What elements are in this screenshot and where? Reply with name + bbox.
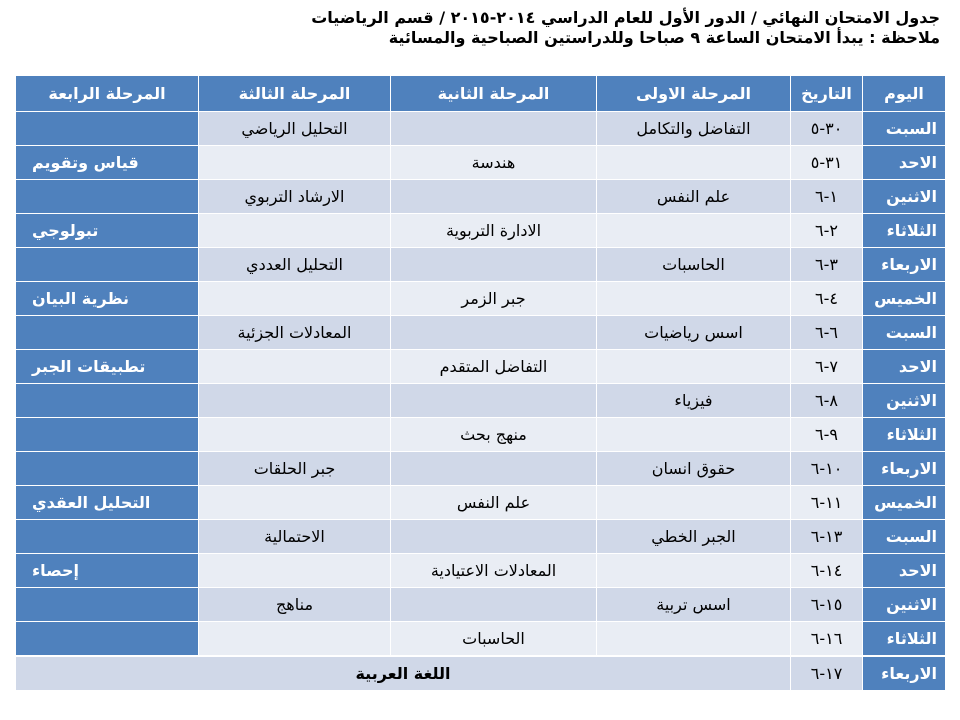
table-row [16, 214, 946, 248]
stage4-cell: نظرية البيان [16, 282, 199, 316]
date-cell: ٣-٦ [791, 248, 863, 282]
table-row [16, 656, 946, 691]
stage3-cell: التحليل الرياضي [199, 112, 391, 146]
stage3-cell [199, 384, 391, 418]
header-stage2: المرحلة الثانية [391, 76, 597, 112]
stage3-cell [199, 214, 391, 248]
table-row [16, 384, 946, 418]
table-row [16, 588, 946, 622]
day-cell: الثلاثاء [863, 214, 946, 248]
header-date: التاريخ [791, 76, 863, 112]
stage3-cell: الارشاد التربوي [199, 180, 391, 214]
day-cell: الثلاثاء [863, 622, 946, 657]
stage2-cell: المعادلات الاعتيادية [391, 554, 597, 588]
date-cell: ٨-٦ [791, 384, 863, 418]
merged-exam-cell: اللغة العربية [16, 656, 791, 691]
stage3-cell [199, 418, 391, 452]
date-cell: ١٤-٦ [791, 554, 863, 588]
table-row [16, 520, 946, 554]
stage1-cell [597, 622, 791, 657]
stage4-cell [16, 248, 199, 282]
date-cell: ٩-٦ [791, 418, 863, 452]
stage4-cell: قياس وتقويم [16, 146, 199, 180]
day-cell: الاربعاء [863, 248, 946, 282]
document-header [20, 8, 940, 48]
table-row [16, 248, 946, 282]
date-cell: ١٦-٦ [791, 622, 863, 657]
stage3-cell [199, 282, 391, 316]
day-cell: الاثنين [863, 384, 946, 418]
stage1-cell: اسس تربية [597, 588, 791, 622]
stage3-cell [199, 486, 391, 520]
exam-schedule-table [15, 75, 946, 691]
stage2-cell [391, 384, 597, 418]
day-cell: الثلاثاء [863, 418, 946, 452]
header-day: اليوم [863, 76, 946, 112]
date-cell: ١٥-٦ [791, 588, 863, 622]
stage1-cell: فيزياء [597, 384, 791, 418]
table-row [16, 622, 946, 657]
stage3-cell: جبر الحلقات [199, 452, 391, 486]
stage2-cell [391, 520, 597, 554]
stage2-cell: منهج بحث [391, 418, 597, 452]
stage4-cell [16, 180, 199, 214]
stage4-cell: تطبيقات الجبر [16, 350, 199, 384]
stage1-cell: حقوق انسان [597, 452, 791, 486]
day-cell: السبت [863, 520, 946, 554]
stage3-cell: المعادلات الجزئية [199, 316, 391, 350]
day-cell: الخميس [863, 486, 946, 520]
day-cell: الاربعاء [863, 656, 946, 691]
stage3-cell: مناهج [199, 588, 391, 622]
table-row [16, 282, 946, 316]
stage3-cell [199, 554, 391, 588]
stage2-cell: التفاضل المتقدم [391, 350, 597, 384]
stage2-cell: هندسة [391, 146, 597, 180]
stage4-cell [16, 622, 199, 657]
stage2-cell [391, 452, 597, 486]
table-row [16, 554, 946, 588]
table-row [16, 452, 946, 486]
stage2-cell [391, 112, 597, 146]
stage4-cell [16, 384, 199, 418]
table-row [16, 112, 946, 146]
date-cell: ٧-٦ [791, 350, 863, 384]
stage1-cell: الجبر الخطي [597, 520, 791, 554]
table-row [16, 180, 946, 214]
day-cell: السبت [863, 316, 946, 350]
stage2-cell: الادارة التربوية [391, 214, 597, 248]
stage4-cell: التحليل العقدي [16, 486, 199, 520]
stage1-cell [597, 282, 791, 316]
stage1-cell: اسس رياضيات [597, 316, 791, 350]
stage1-cell [597, 418, 791, 452]
stage1-cell: علم النفس [597, 180, 791, 214]
day-cell: السبت [863, 112, 946, 146]
stage4-cell: إحصاء [16, 554, 199, 588]
table-row [16, 146, 946, 180]
stage2-cell: جبر الزمر [391, 282, 597, 316]
stage2-cell [391, 248, 597, 282]
table-header-row [16, 76, 946, 112]
stage3-cell [199, 350, 391, 384]
stage1-cell [597, 146, 791, 180]
stage4-cell: تبولوجي [16, 214, 199, 248]
date-cell: ١٠-٦ [791, 452, 863, 486]
stage3-cell [199, 622, 391, 657]
header-stage3: المرحلة الثالثة [199, 76, 391, 112]
table-row [16, 350, 946, 384]
day-cell: الخميس [863, 282, 946, 316]
stage3-cell [199, 146, 391, 180]
table-row [16, 418, 946, 452]
date-cell: ٣٠-٥ [791, 112, 863, 146]
stage4-cell [16, 520, 199, 554]
stage1-cell [597, 214, 791, 248]
date-cell: ٣١-٥ [791, 146, 863, 180]
day-cell: الاثنين [863, 588, 946, 622]
stage1-cell [597, 554, 791, 588]
stage2-cell [391, 588, 597, 622]
header-stage4: المرحلة الرابعة [16, 76, 199, 112]
stage2-cell [391, 180, 597, 214]
stage2-cell: الحاسبات [391, 622, 597, 657]
stage4-cell [16, 316, 199, 350]
day-cell: الاحد [863, 554, 946, 588]
header-stage1: المرحلة الاولى [597, 76, 791, 112]
stage2-cell: علم النفس [391, 486, 597, 520]
schedule-title: جدول الامتحان النهائي / الدور الأول للعام الدراسي ٢٠١٤-٢٠١٥ / قسم الرياضيات [311, 8, 940, 27]
stage4-cell [16, 418, 199, 452]
table-row [16, 486, 946, 520]
date-cell: ١٣-٦ [791, 520, 863, 554]
stage3-cell: الاحتمالية [199, 520, 391, 554]
stage3-cell: التحليل العددي [199, 248, 391, 282]
day-cell: الاثنين [863, 180, 946, 214]
date-cell: ٢-٦ [791, 214, 863, 248]
stage4-cell [16, 112, 199, 146]
date-cell: ١١-٦ [791, 486, 863, 520]
day-cell: الاحد [863, 350, 946, 384]
date-cell: ٤-٦ [791, 282, 863, 316]
date-cell: ٦-٦ [791, 316, 863, 350]
stage1-cell [597, 350, 791, 384]
stage1-cell: الحاسبات [597, 248, 791, 282]
date-cell: ١-٦ [791, 180, 863, 214]
day-cell: الاحد [863, 146, 946, 180]
table-row [16, 316, 946, 350]
date-cell: ١٧-٦ [791, 656, 863, 691]
stage4-cell [16, 588, 199, 622]
stage1-cell: التفاضل والتكامل [597, 112, 791, 146]
stage2-cell [391, 316, 597, 350]
day-cell: الاربعاء [863, 452, 946, 486]
stage1-cell [597, 486, 791, 520]
schedule-note: ملاحظة : يبدأ الامتحان الساعة ٩ صباحا وللدراستين الصباحية والمسائية [388, 28, 940, 47]
stage4-cell [16, 452, 199, 486]
